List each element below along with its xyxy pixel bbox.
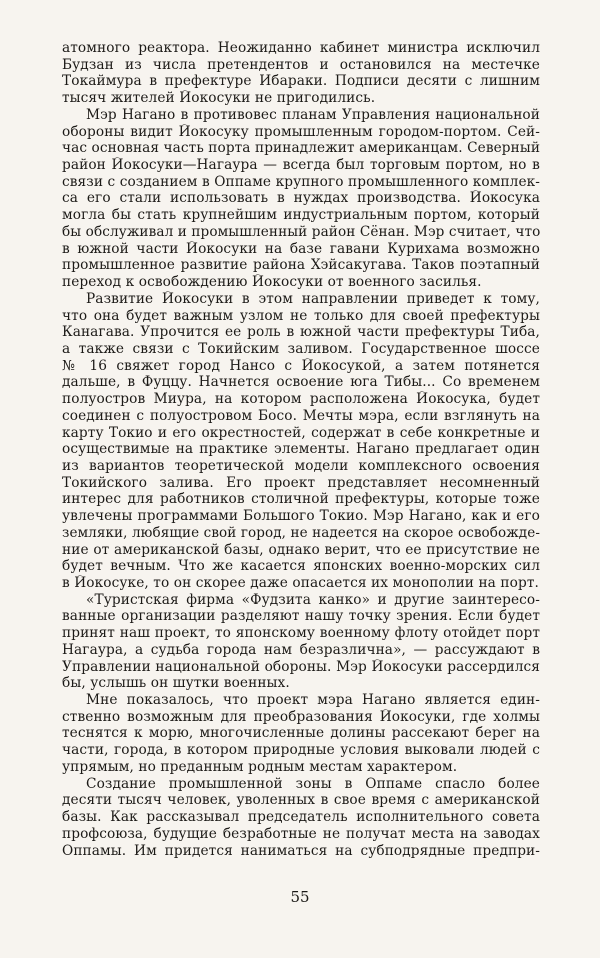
text-line: обороны видит Йокосуку промышленным городом-портом. Сей-: [62, 123, 540, 140]
page-number: 55: [290, 888, 310, 906]
text-line: Оппамы. Им придется наниматься на субподрядные предпри-: [62, 842, 540, 859]
text-line: Создание промышленной зоны в Оппаме спасло более: [86, 775, 540, 792]
text-line: профсоюза, будущие безработные не получат места на заводах: [62, 825, 540, 842]
text-line: Развитие Йокосуки в этом направлении приведет к тому,: [86, 290, 540, 307]
text-line: Нагаура, а судьба города нам безразлична», — рассуждают в: [62, 641, 540, 658]
text-line: десяти тысяч человек, уволенных в свое время с американской: [62, 792, 540, 809]
text-line: базы. Как рассказывал председатель исполнительного совета: [62, 809, 540, 826]
text-line: атомного реактора. Неожиданно кабинет министра исключил: [62, 40, 540, 56]
text-line: ванные организации разделяют нашу точку зрения. Если будет: [62, 608, 540, 625]
text-line: карту Токио и его окрестностей, содержат в себе конкретные и: [62, 424, 540, 441]
text-line: тысяч жителей Йокосуки не пригодились.: [62, 90, 376, 107]
text-line: са его стали использовать в нуждах производства. Йокосука: [62, 190, 540, 207]
text-line: промышленное развитие района Хэйсакугава. Таков поэтапный: [62, 257, 540, 274]
text-line: в Йокосуке, то он скорее даже опасается их монополии на порт.: [62, 575, 539, 591]
text-line: Токийского залива. Его проект представляет несомненный: [62, 474, 540, 491]
text-line: в южной части Йокосуки на базе гавани Курихама возможно: [62, 240, 540, 257]
text-line: переход к освобождению Йокосуки от военного засилья.: [62, 274, 482, 291]
text-line: Канагава. Упрочится ее роль в южной части префектуры Тиба,: [62, 324, 540, 341]
text-line: осуществимые на практике элементы. Нагано предлагает один: [62, 441, 540, 458]
body-text: [62, 40, 540, 859]
text-line: час основная часть порта принадлежит американцам. Северный: [62, 140, 540, 157]
text-line: будет вечным. Что же касается японских военно-морских сил: [62, 558, 540, 575]
text-line: что она будет важным узлом не только для своей префектуры: [62, 307, 540, 324]
text-line: бы, услышь он шутки военных.: [62, 675, 290, 692]
text-line: из вариантов теоретической модели комплексного освоения: [62, 457, 540, 474]
text-line: Управлении национальной обороны. Мэр Йокосуки рассердился: [62, 658, 540, 675]
text-line: увлечены программами Большого Токио. Мэр Нагано, как и его: [62, 508, 540, 525]
text-line: ние от американской базы, однако верит, что ее присутствие не: [62, 541, 540, 558]
text-line: № 16 свяжет город Нансо с Йокосукой, а затем потянется: [62, 357, 540, 374]
text-line: части, города, в котором природные условия выковали людей с: [62, 742, 540, 759]
text-line: соединен с полуостровом Босо. Мечты мэра, если взглянуть на: [62, 407, 540, 424]
text-line: упрямым, но преданным родным местам характером.: [62, 758, 458, 775]
text-line: могла бы стать крупнейшим индустриальным портом, который: [62, 207, 540, 224]
text-line: Мне показалось, что проект мэра Нагано является един-: [86, 692, 540, 709]
text-line: а также связи с Токийским заливом. Государственное шоссе: [62, 340, 540, 357]
text-line: ственно возможным для преобразования Йокосуки, где холмы: [62, 708, 540, 725]
text-line: район Йокосуки—Нагаура — всегда был торговым портом, но в: [62, 157, 540, 174]
text-line: принят наш проект, то японскому военному флоту отойдет порт: [62, 625, 540, 642]
text-line: связи с созданием в Оппаме крупного промышленного комплек-: [62, 173, 540, 190]
text-line: «Туристская фирма «Фудзита канко» и другие заинтересо-: [86, 591, 540, 608]
text-line: полуостров Миура, на котором расположена Йокосука, будет: [62, 391, 540, 408]
text-line: бы обслуживал и промышленный район Сёнан. Мэр считает, что: [62, 223, 540, 240]
text-line: теснятся к морю, многочисленные долины рассекают берег на: [62, 725, 540, 742]
text-line: дальше, в Фуццу. Начнется освоение юга Тибы... Со временем: [62, 374, 540, 391]
text-line: интерес для работников столичной префектуры, которые тоже: [62, 491, 540, 508]
text-line: земляки, любящие свой город, не надеется на скорое освобожде-: [62, 524, 540, 541]
text-line: Мэр Нагано в противовес планам Управления национальной: [86, 106, 540, 123]
text-line: Будзан из числа претендентов и остановился на местечке: [62, 56, 540, 73]
text-line: Токаймура в префектуре Ибараки. Подписи десяти с лишним: [62, 73, 540, 90]
